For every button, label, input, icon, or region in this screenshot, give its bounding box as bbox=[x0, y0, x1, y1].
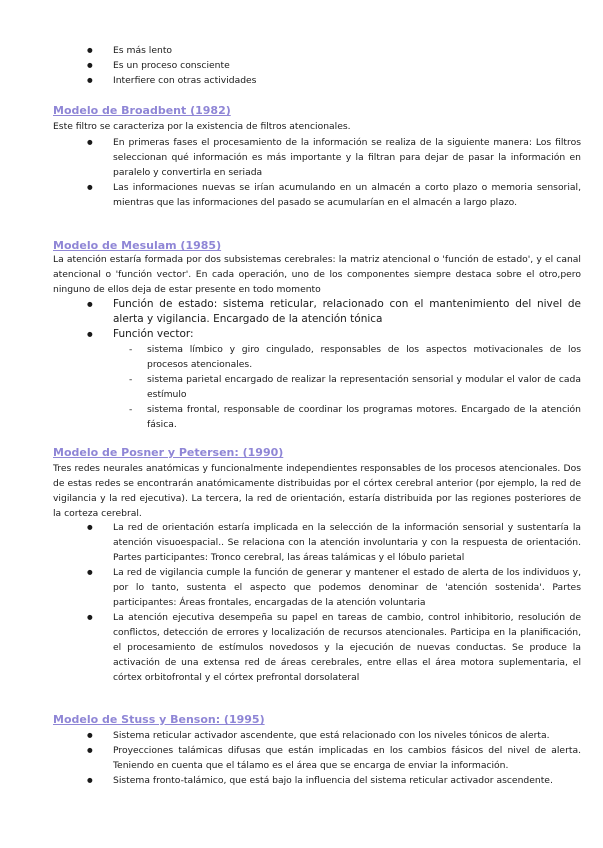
sub-list-item: - sistema parietal encargado de realizar la representación sensorial y modular el valor de cada estímulo bbox=[129, 372, 581, 402]
mesulam-intro: La atención estaría formada por dos subsistemas cerebrales: la matriz atencional o 'función de estado', y el canal atencional o 'función vector'. En cada operación, uno de los componentes siempre destaca sobre el otro,pero ninguno de ellos deja de estar presente en todo momento bbox=[53, 254, 581, 295]
posner-list bbox=[87, 520, 581, 685]
list-item: ● Es más lento bbox=[87, 43, 527, 58]
list-item: ● Sistema fronto-talámico, que está bajo la influencia del sistema reticular activador ascendente. bbox=[87, 773, 581, 788]
mesulam-list bbox=[87, 297, 581, 342]
list-item bbox=[87, 327, 581, 342]
sub-list-item: - sistema frontal, responsable de coordinar los programas motores. Encargado de la atención fásica. bbox=[129, 402, 581, 432]
broadbent-heading: Modelo de Broadbent (1982) bbox=[53, 104, 231, 117]
list-item: ● La red de vigilancia cumple la función de generar y mantener el estado de alerta de los individuos y, por lo tanto, sustenta el aspecto que podemos denominar de 'atención sostenida'. Partes participantes: Áreas frontales, encargadas de la atención voluntaria bbox=[87, 565, 581, 610]
list-item: ● La atención ejecutiva desempeña su papel en tareas de cambio, control inhibitorio, resolución de conflictos, detección de errores y localización de recursos atencionales. Participa en la planificación, el procesamiento de estímulos novedosos y la ejecución de nuevas conductas. Se produce la activación de una extensa red de áreas cerebrales, entre ellas el área motora suplementaria, el córtex orbitofrontal y el córtex prefrontal dorsolateral bbox=[87, 610, 581, 685]
stuss-heading: Modelo de Stuss y Benson: (1995) bbox=[53, 713, 265, 726]
broadbent-list bbox=[87, 135, 581, 210]
posner-heading: Modelo de Posner y Petersen: (1990) bbox=[53, 446, 284, 459]
item-text: Función de estado: sistema reticular, relacionado con el mantenimiento del nivel de alerta y vigilancia. Encargado de la atención tónica bbox=[113, 298, 581, 325]
list-item: ● La red de orientación estaría implicada en la selección de la información sensorial y sustentaría la atención visuoespacial.. Se relaciona con la atención involuntaria y con la respuesta de orientación. Partes participantes: Tronco cerebral, las áreas talámicas y el lóbulo parietal bbox=[87, 520, 581, 565]
sub-list-item: - sistema límbico y giro cingulado, responsables de los aspectos motivacionales de los procesos atencionales. bbox=[129, 342, 581, 372]
posner-intro: Tres redes neurales anatómicas y funcionalmente independientes responsables de los procesos atencionales. Dos de estas redes se encontrarán anatómicamente distribuidas por el córtex cerebral anterior (por ejemplo, la red de vigilancia y la red ejecutiva). La tercera, la red de orientación, estaría distribuida por las regiones posteriores de la corteza cerebral. bbox=[53, 463, 581, 519]
list-item: ● En primeras fases el procesamiento de la información se realiza de la siguiente manera: Los filtros seleccionan qué información es más importante y la filtran para dejar de pasar la información en paralelo y convertirla en seriada bbox=[87, 135, 581, 180]
list-item: ● Interfiere con otras actividades bbox=[87, 73, 527, 88]
list-item bbox=[87, 297, 581, 327]
list-item: ● Sistema reticular activador ascendente, que está relacionado con los niveles tónicos de alerta. bbox=[87, 728, 581, 743]
mesulam-heading: Modelo de Mesulam (1985) bbox=[53, 239, 222, 252]
stuss-list bbox=[87, 728, 581, 788]
mesulam-sublist bbox=[129, 342, 581, 432]
item-text: Función vector: bbox=[113, 328, 194, 340]
broadbent-intro: Este filtro se caracteriza por la existencia de filtros atencionales. bbox=[53, 121, 351, 132]
top-bullet-list bbox=[87, 43, 527, 88]
list-item: ● Es un proceso consciente bbox=[87, 58, 527, 73]
list-item: ● Proyecciones talámicas difusas que están implicadas en los cambios fásicos del nivel de alerta. Teniendo en cuenta que el tálamo es el área que se encarga de enviar la información. bbox=[87, 743, 581, 773]
list-item: ● Las informaciones nuevas se irían acumulando en un almacén a corto plazo o memoria sensorial, mientras que las informaciones del pasado se acumularían en el almacén a largo plazo. bbox=[87, 180, 581, 210]
